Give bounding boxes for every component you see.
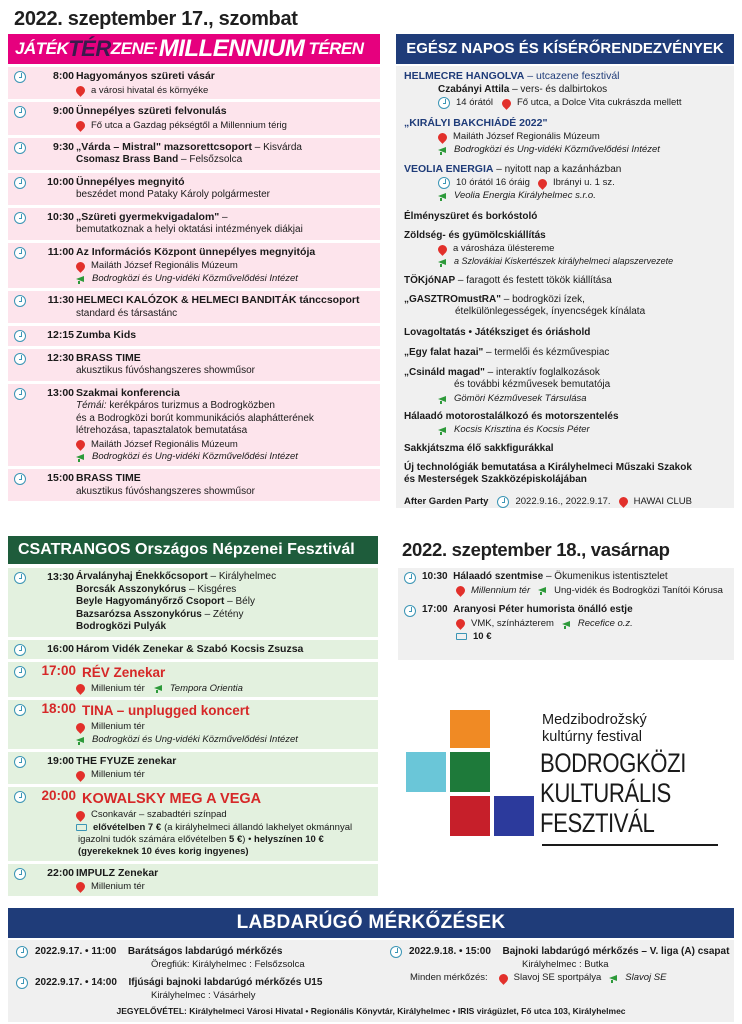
event-row xyxy=(8,700,378,749)
clock-icon xyxy=(14,572,26,584)
event-detail-line xyxy=(76,721,374,733)
event-title: THE FYUZE zenekar xyxy=(76,755,177,767)
logo-title xyxy=(540,748,686,838)
performer-name: Bazsarózsa Asszonykórus xyxy=(76,608,202,620)
event-time: 16:00 xyxy=(47,642,74,655)
event-body xyxy=(52,472,376,498)
event-detail-text: Csonkavár – szabadtéri színpad xyxy=(91,809,227,821)
day2-e2-price: 10 € xyxy=(473,630,492,642)
csinald-org: Gömöri Kézművesek Társulása xyxy=(454,392,587,404)
side-banner: EGÉSZ NAPOS ÉS KÍSÉRŐRENDEZVÉNYEK xyxy=(396,34,734,64)
event-title: Szakmai konferencia xyxy=(76,386,180,399)
event-detail-line xyxy=(76,260,376,272)
event-subtitle-text: és a Bodrogközi borút kommunikációs alaphátterének xyxy=(76,412,314,424)
megaphone-icon xyxy=(76,736,87,744)
event-title: „Várda – Mistral" mazsorettcsoport xyxy=(76,140,252,153)
veolia-rest: – nyitott nap a kazánházban xyxy=(493,163,622,175)
day2-e2-org: Recefice o.z. xyxy=(577,617,633,629)
event-topics-label: Témái: xyxy=(76,400,107,411)
performer-town: – Zétény xyxy=(201,608,244,620)
event-row xyxy=(8,568,378,637)
event-time: 22:00 xyxy=(47,866,74,879)
event-detail-line xyxy=(76,451,376,463)
logo-square-blue xyxy=(494,796,534,836)
football-org: Slavoj SE xyxy=(625,972,667,984)
megaphone-icon xyxy=(76,275,87,283)
event-row xyxy=(8,662,378,698)
event-time: 17:00 xyxy=(41,662,76,678)
performer-line xyxy=(76,596,374,609)
event-title-line xyxy=(76,246,376,260)
event-subtitle-bold: Csomasz Brass Band xyxy=(76,154,179,166)
zoldseg-place: a városháza üléstereme xyxy=(453,243,555,255)
performer-name: Árvalányhaj Énekkőcsoport xyxy=(76,571,208,582)
location-pin-icon xyxy=(454,584,467,597)
event-time: 20:00 xyxy=(41,788,76,803)
logo-square-green xyxy=(450,752,490,792)
clock-icon xyxy=(14,473,26,485)
day2-e2-place: VMK, színházterem xyxy=(471,617,554,629)
event-subtitle: akusztikus fúvóshangszeres showműsor xyxy=(76,365,255,376)
clock-icon xyxy=(14,106,26,118)
match-3 xyxy=(390,945,729,984)
event-time: 12:15 xyxy=(47,329,74,341)
uj-line2: és Mesterségek Szakközépiskolájában xyxy=(404,474,587,486)
clock-icon xyxy=(14,212,26,224)
location-pin-icon xyxy=(436,131,449,144)
event-title-line xyxy=(76,472,376,486)
megaphone-icon xyxy=(538,586,549,594)
event-title: Ünnepélyes megnyitó xyxy=(76,175,185,188)
tokjonap-title: TÖKjóNAP xyxy=(404,275,456,287)
event-detail-text: Fő utca a Gazdag pékségtől a Millennium térig xyxy=(91,119,287,131)
day2-panel xyxy=(398,568,734,660)
day2-e1-place: Millennium tér xyxy=(471,584,531,596)
millennium-banner: JÁTÉK TÉR ZENE • MILLENNIUM TÉREN xyxy=(8,34,380,64)
event-body xyxy=(52,643,374,656)
event-row xyxy=(8,787,378,861)
location-pin-icon xyxy=(74,721,87,734)
event-body xyxy=(52,755,374,781)
clock-icon xyxy=(14,295,26,307)
clock-icon xyxy=(438,177,450,189)
clock-icon xyxy=(16,946,28,958)
location-pin-icon xyxy=(74,119,87,132)
event-title: KOWALSKY MEG A VEGA xyxy=(82,791,262,807)
halaado-title: Hálaadó motorostalálkozó és motorszentelés xyxy=(404,410,619,422)
megaphone-icon xyxy=(438,146,449,154)
event-time: 13:00 xyxy=(47,386,74,399)
event-detail-line xyxy=(76,881,374,893)
performer-line xyxy=(76,584,374,597)
csinald-title: „Csináld magad" xyxy=(404,366,485,378)
event-title: Zumba Kids xyxy=(76,329,137,341)
gasztro-rest: – bodrogközi ízek, xyxy=(500,293,585,305)
match1-datetime: 2022.9.17. • 11:00 xyxy=(35,946,117,957)
clock-icon xyxy=(14,666,26,678)
match-2 xyxy=(16,976,322,1001)
event-subtitle xyxy=(76,413,376,426)
logo-square-red xyxy=(450,796,490,836)
festival-logo xyxy=(406,710,736,850)
ticket-line xyxy=(76,822,374,834)
event-row xyxy=(8,469,380,501)
helmecre-performer-rest: – vers- és dalbirtokos xyxy=(509,83,608,95)
location-pin-icon xyxy=(74,84,87,97)
gasztro-title: „GASZTROmustRA" xyxy=(404,293,501,305)
performer-line xyxy=(76,571,374,584)
event-body xyxy=(52,294,376,320)
clock-icon xyxy=(14,142,26,154)
event-subtitle: bemutatkoznak a helyi oktatási intézmények diákjai xyxy=(76,224,303,236)
all-matches-label: Minden mérkőzés: xyxy=(410,972,488,984)
performer-name: Borcsák Asszonykórus xyxy=(76,583,187,595)
event-body xyxy=(52,867,374,893)
event-body xyxy=(52,571,374,634)
megaphone-icon xyxy=(609,974,620,982)
helmecre-time: 14 órától xyxy=(456,97,493,109)
location-pin-icon xyxy=(74,880,87,893)
event-body xyxy=(52,665,374,695)
ticket-note: (a királyhelmeci állandó lakhelyet okmánnyal xyxy=(164,822,353,833)
megaphone-icon xyxy=(438,192,449,200)
event-time: 12:30 xyxy=(47,351,74,364)
event-subtitle-text: létrehozása, tapasztalatok bemutatása xyxy=(76,425,248,436)
csatrangos-banner: CSATRANGOS Országos Népzenei Fesztivál xyxy=(8,536,378,564)
elmeny-title: Élményszüret és borkóstoló xyxy=(404,211,538,223)
event-subtitle xyxy=(76,154,376,167)
location-pin-icon xyxy=(436,243,449,256)
performer-town: – Kisgéres xyxy=(186,583,237,595)
event-place: Millenium tér xyxy=(91,682,145,694)
event-title: BRASS TIME xyxy=(76,351,141,364)
match1-teams: Öregfiúk: Királyhelmec : Felsőzsolca xyxy=(151,958,305,970)
event-time: 10:30 xyxy=(47,210,74,223)
event-title-rest: – Kisvárda xyxy=(251,141,302,153)
event-detail-line xyxy=(76,273,376,285)
event-body xyxy=(52,790,374,858)
location-pin-icon xyxy=(74,682,87,695)
location-pin-icon xyxy=(74,769,87,782)
event-row xyxy=(8,102,380,134)
clock-icon xyxy=(404,605,416,617)
ticket-icon xyxy=(76,824,87,831)
veolia-place: Ibrányi u. 1 sz. xyxy=(552,177,615,189)
event-detail-line xyxy=(76,809,374,821)
event-body xyxy=(52,703,374,746)
performer-line xyxy=(76,621,374,634)
after-dates: 2022.9.16., 2022.9.17. xyxy=(515,495,611,507)
performer-name: Bodrogközi Pulyák xyxy=(76,621,167,632)
event-title: Három Vidék Zenekar & Szabó Kocsis Zsuzsa xyxy=(76,642,304,655)
event-org: Tempora Orientia xyxy=(169,682,243,694)
event-detail-text: Millenium tér xyxy=(91,721,145,733)
logo-underline xyxy=(542,844,718,846)
football-place: Slavoj SE sportpálya xyxy=(513,972,602,984)
match3-title: Bajnoki labdarúgó mérkőzés – V. liga (A) csapat xyxy=(502,946,730,957)
side-panel xyxy=(396,66,734,508)
bakchiade-org: Bodrogközi és Ung-vidéki Közművelődési Intézet xyxy=(454,144,660,155)
helmecre-performer: Czabányi Attila xyxy=(438,83,510,95)
clock-icon xyxy=(14,756,26,768)
event-row xyxy=(8,291,380,323)
event-title-line xyxy=(76,105,376,119)
location-pin-icon xyxy=(74,809,87,822)
megaphone-icon xyxy=(562,620,573,628)
day2-e1-org: Ung-vidék és Bodrogközi Tanítói Kórusa xyxy=(554,584,723,596)
event-body xyxy=(52,387,376,464)
event-time: 9:00 xyxy=(52,105,74,118)
logo-line2: kultúrny festival xyxy=(542,729,642,745)
helmecre-place: Fő utca, a Dolce Vita cukrászda mellett xyxy=(516,97,682,109)
event-title-line xyxy=(76,70,376,84)
clock-icon xyxy=(14,353,26,365)
match2-title: Ifjúsági bajnoki labdarúgó mérkőzés U15 xyxy=(128,977,323,988)
ticket-presale: elővételben 7 € xyxy=(93,822,162,833)
day1-event-list xyxy=(8,67,380,504)
day2-date: 2022. szeptember 18., vasárnap xyxy=(402,539,670,560)
event-time: 19:00 xyxy=(47,755,74,767)
clock-icon xyxy=(16,977,28,989)
match3-teams: Királyhelmec : Butka xyxy=(522,958,609,970)
megaphone-icon xyxy=(76,453,87,461)
event-body xyxy=(52,176,376,202)
event-detail-line xyxy=(76,120,376,132)
performer-name: Beyle Hagyományőrző Csoport xyxy=(76,596,225,607)
event-time: 18:00 xyxy=(41,701,76,717)
logo-subtitle xyxy=(542,712,647,746)
location-pin-icon xyxy=(497,972,510,985)
clock-icon xyxy=(14,177,26,189)
ticket-price-onsite: helyszínen 10 € xyxy=(254,833,324,845)
falat-rest: – termelői és kézművespiac xyxy=(483,347,610,359)
event-detail-line xyxy=(76,769,374,781)
clock-icon xyxy=(14,791,26,803)
event-row xyxy=(8,326,380,346)
event-body xyxy=(52,105,376,131)
after-title: After Garden Party xyxy=(404,495,489,507)
event-row xyxy=(8,349,380,381)
event-time: 9:30 xyxy=(52,140,74,153)
megaphone-icon xyxy=(438,426,449,434)
ticket-icon xyxy=(456,633,467,640)
event-body xyxy=(52,329,376,343)
event-title: HELMECI KALÓZOK & HELMECI BANDITÁK tánccsoport xyxy=(76,294,360,306)
location-pin-icon xyxy=(74,260,87,273)
ticket-children-note: (gyerekeknek 10 éves korig ingyenes) xyxy=(78,845,249,857)
event-title: Ünnepélyes szüreti felvonulás xyxy=(76,105,227,118)
uj-line1: Új technológiák bemutatása a Királyhelmeci Műszaki Szakok xyxy=(404,461,692,473)
veolia-title: VEOLIA ENERGIA xyxy=(404,162,494,175)
event-title: TINA – unplugged koncert xyxy=(82,703,250,719)
after-place: HAWAI CLUB xyxy=(633,495,692,507)
event-row xyxy=(8,640,378,659)
event-detail-text: Mailáth József Regionális Múzeum xyxy=(91,260,238,272)
clock-icon xyxy=(14,247,26,259)
clock-icon xyxy=(438,97,450,109)
match2-teams: Királyhelmec : Vásárhely xyxy=(151,989,256,1001)
match-1 xyxy=(16,945,305,970)
clock-icon xyxy=(14,704,26,716)
event-title-line xyxy=(76,352,376,366)
event-title-line xyxy=(76,211,376,225)
event-title: IMPULZ Zenekar xyxy=(76,866,159,879)
event-subtitle xyxy=(76,425,376,438)
event-subtitle-rest: – Felsőzsolca xyxy=(178,154,243,166)
location-pin-icon xyxy=(74,438,87,451)
falat-title: „Egy falat hazai" xyxy=(404,347,484,359)
performer-line xyxy=(76,609,374,622)
event-subtitle: akusztikus fúvóshangszeres showműsor xyxy=(76,485,255,497)
clock-icon xyxy=(14,388,26,400)
event-detail-text: Bodrogközi és Ung-vidéki Közművelődési Intézet xyxy=(92,734,298,746)
event-detail-text: Millenium tér xyxy=(91,769,145,781)
event-row xyxy=(8,384,380,467)
logo-square-cyan xyxy=(406,752,446,792)
event-title-line xyxy=(76,294,376,308)
halaado-org: Kocsis Krisztina és Kocsis Péter xyxy=(454,424,590,436)
performer-town: – Bély xyxy=(224,596,255,607)
event-body xyxy=(52,141,376,167)
ticket-price-local: 5 € xyxy=(229,833,243,845)
logo-line1: Medzibodrožský xyxy=(542,712,647,728)
clock-icon xyxy=(390,946,402,958)
day2-e2-title: Aranyosi Péter humorista önálló estje xyxy=(453,604,633,616)
veolia-org: Veolia Energia Királyhelmec s.r.o. xyxy=(454,190,596,202)
megaphone-icon xyxy=(438,258,449,266)
clock-icon xyxy=(404,572,416,584)
event-title-line xyxy=(76,329,376,343)
location-pin-icon xyxy=(500,97,513,110)
zoldseg-title: Zöldség- és gyümölcskiállítás xyxy=(404,229,546,241)
clock-icon xyxy=(14,644,26,656)
event-detail-text: Bodrogközi és Ung-vidéki Közművelődési Intézet xyxy=(92,273,298,285)
day2-e2-time: 17:00 xyxy=(422,604,448,616)
ticket-line-2 xyxy=(76,834,374,846)
event-row xyxy=(8,243,380,288)
gasztro-line2: ételkülönlegességek, ínyencségek kínálata xyxy=(455,306,646,318)
megaphone-icon xyxy=(154,684,165,692)
event-row xyxy=(8,67,380,99)
event-subtitle: beszédet mond Pataky Károly polgármester xyxy=(76,189,270,201)
veolia-time: 10 órától 16 óráig xyxy=(456,177,530,189)
helmecre-rest: – utcazene fesztivál xyxy=(524,70,620,82)
event-row xyxy=(8,138,380,170)
logo-line5: FESZTIVÁL xyxy=(540,808,655,838)
event-title-rest: – xyxy=(219,211,228,223)
day2-e1-rest: – Ökumenikus istentisztelet xyxy=(543,571,668,582)
location-pin-icon xyxy=(536,177,549,190)
clock-icon xyxy=(14,71,26,83)
event-title-line xyxy=(76,141,376,155)
tokjonap-rest: – faragott és festett tökök kiállítása xyxy=(455,275,612,287)
event-detail-line xyxy=(76,683,374,695)
event-time: 10:00 xyxy=(47,175,74,188)
lovag-title: Lovagoltatás • Játéksziget és óriáshold xyxy=(404,326,591,338)
clock-icon xyxy=(14,330,26,342)
event-body xyxy=(52,246,376,285)
event-detail-line xyxy=(76,85,376,97)
ticket-sales-footer: JEGYELŐVÉTEL: Királyhelmeci Városi Hivatal • Regionális Könyvtár, Királyhelmec • IRIS virágüzlet, Fő utca 103, Királyhelmec xyxy=(116,1006,626,1016)
event-body xyxy=(52,70,376,96)
logo-line3: BODROGKÖZI xyxy=(540,748,686,778)
football-banner: LABDARÚGÓ MÉRKŐZÉSEK xyxy=(8,908,734,938)
clock-icon xyxy=(14,868,26,880)
event-title: BRASS TIME xyxy=(76,472,141,485)
performer-town: – Királyhelmec xyxy=(207,571,277,582)
clock-icon xyxy=(497,496,509,508)
event-subtitle: standard és társastánc xyxy=(76,307,178,319)
event-body xyxy=(52,352,376,378)
event-subtitle xyxy=(76,400,376,413)
event-title: „Szüreti gyermekvigadalom" xyxy=(76,210,220,223)
day1-date: 2022. szeptember 17., szombat xyxy=(14,8,298,30)
event-row xyxy=(8,752,378,784)
event-row xyxy=(8,208,380,240)
csinald-line2: és további kézművesek bemutatója xyxy=(454,379,611,391)
event-title: Hagyományos szüreti vásár xyxy=(76,70,215,82)
logo-square-orange xyxy=(450,710,490,748)
zoldseg-org: a Szlovákiai Kiskertészek királyhelmeci alapszervezete xyxy=(454,256,674,267)
event-title: RÉV Zenekar xyxy=(82,664,166,680)
ticket-sep: ) • xyxy=(242,833,255,845)
event-detail-line xyxy=(76,734,374,746)
day2-e1-title: Hálaadó szentmise xyxy=(453,571,544,582)
location-pin-icon xyxy=(617,495,630,508)
location-pin-icon xyxy=(454,617,467,630)
event-time: 15:00 xyxy=(47,472,74,485)
logo-line4: KULTURÁLIS xyxy=(540,778,671,808)
event-time: 11:00 xyxy=(47,245,74,258)
event-time: 13:30 xyxy=(47,571,74,583)
event-time: 8:00 xyxy=(52,70,74,82)
sakk-title: Sakkjátszma élő sakkfigurákkal xyxy=(404,443,554,455)
event-detail-text: Mailáth József Regionális Múzeum xyxy=(91,438,238,450)
event-time: 11:30 xyxy=(47,294,74,306)
event-row xyxy=(8,173,380,205)
event-title: Az Információs Központ ünnepélyes megnyitója xyxy=(76,245,316,258)
match2-datetime: 2022.9.17. • 14:00 xyxy=(35,977,117,988)
event-detail-text: Millenium tér xyxy=(91,880,145,892)
match3-datetime: 2022.9.18. • 15:00 xyxy=(409,946,491,957)
event-subtitle-text: kerékpáros turizmus a Bodrogközben xyxy=(106,400,275,411)
csinald-rest: – interaktív foglalkozások xyxy=(484,366,600,378)
day2-e1-time: 10:30 xyxy=(422,571,448,582)
helmecre-title: HELMECRE HANGOLVA xyxy=(404,70,525,82)
event-detail-line xyxy=(76,439,376,451)
csatrangos-event-list xyxy=(8,568,378,899)
event-row xyxy=(8,864,378,896)
bakchiade-place: Mailáth József Regionális Múzeum xyxy=(453,131,600,143)
bakchiade-title: „KIRÁLYI BAKCHIÁDÉ 2022" xyxy=(404,117,548,129)
event-detail-text: Bodrogközi és Ung-vidéki Közművelődési Intézet xyxy=(92,451,298,463)
megaphone-icon xyxy=(438,395,449,403)
football-panel xyxy=(8,940,734,1022)
event-title-line xyxy=(76,176,376,190)
ticket-note-2: igazolni tudók számára elővételben xyxy=(78,833,230,845)
match1-title: Barátságos labdarúgó mérkőzés xyxy=(127,946,283,957)
event-body xyxy=(52,211,376,237)
event-detail-text: a városi hivatal és környéke xyxy=(91,84,209,96)
event-title-line xyxy=(76,387,376,401)
